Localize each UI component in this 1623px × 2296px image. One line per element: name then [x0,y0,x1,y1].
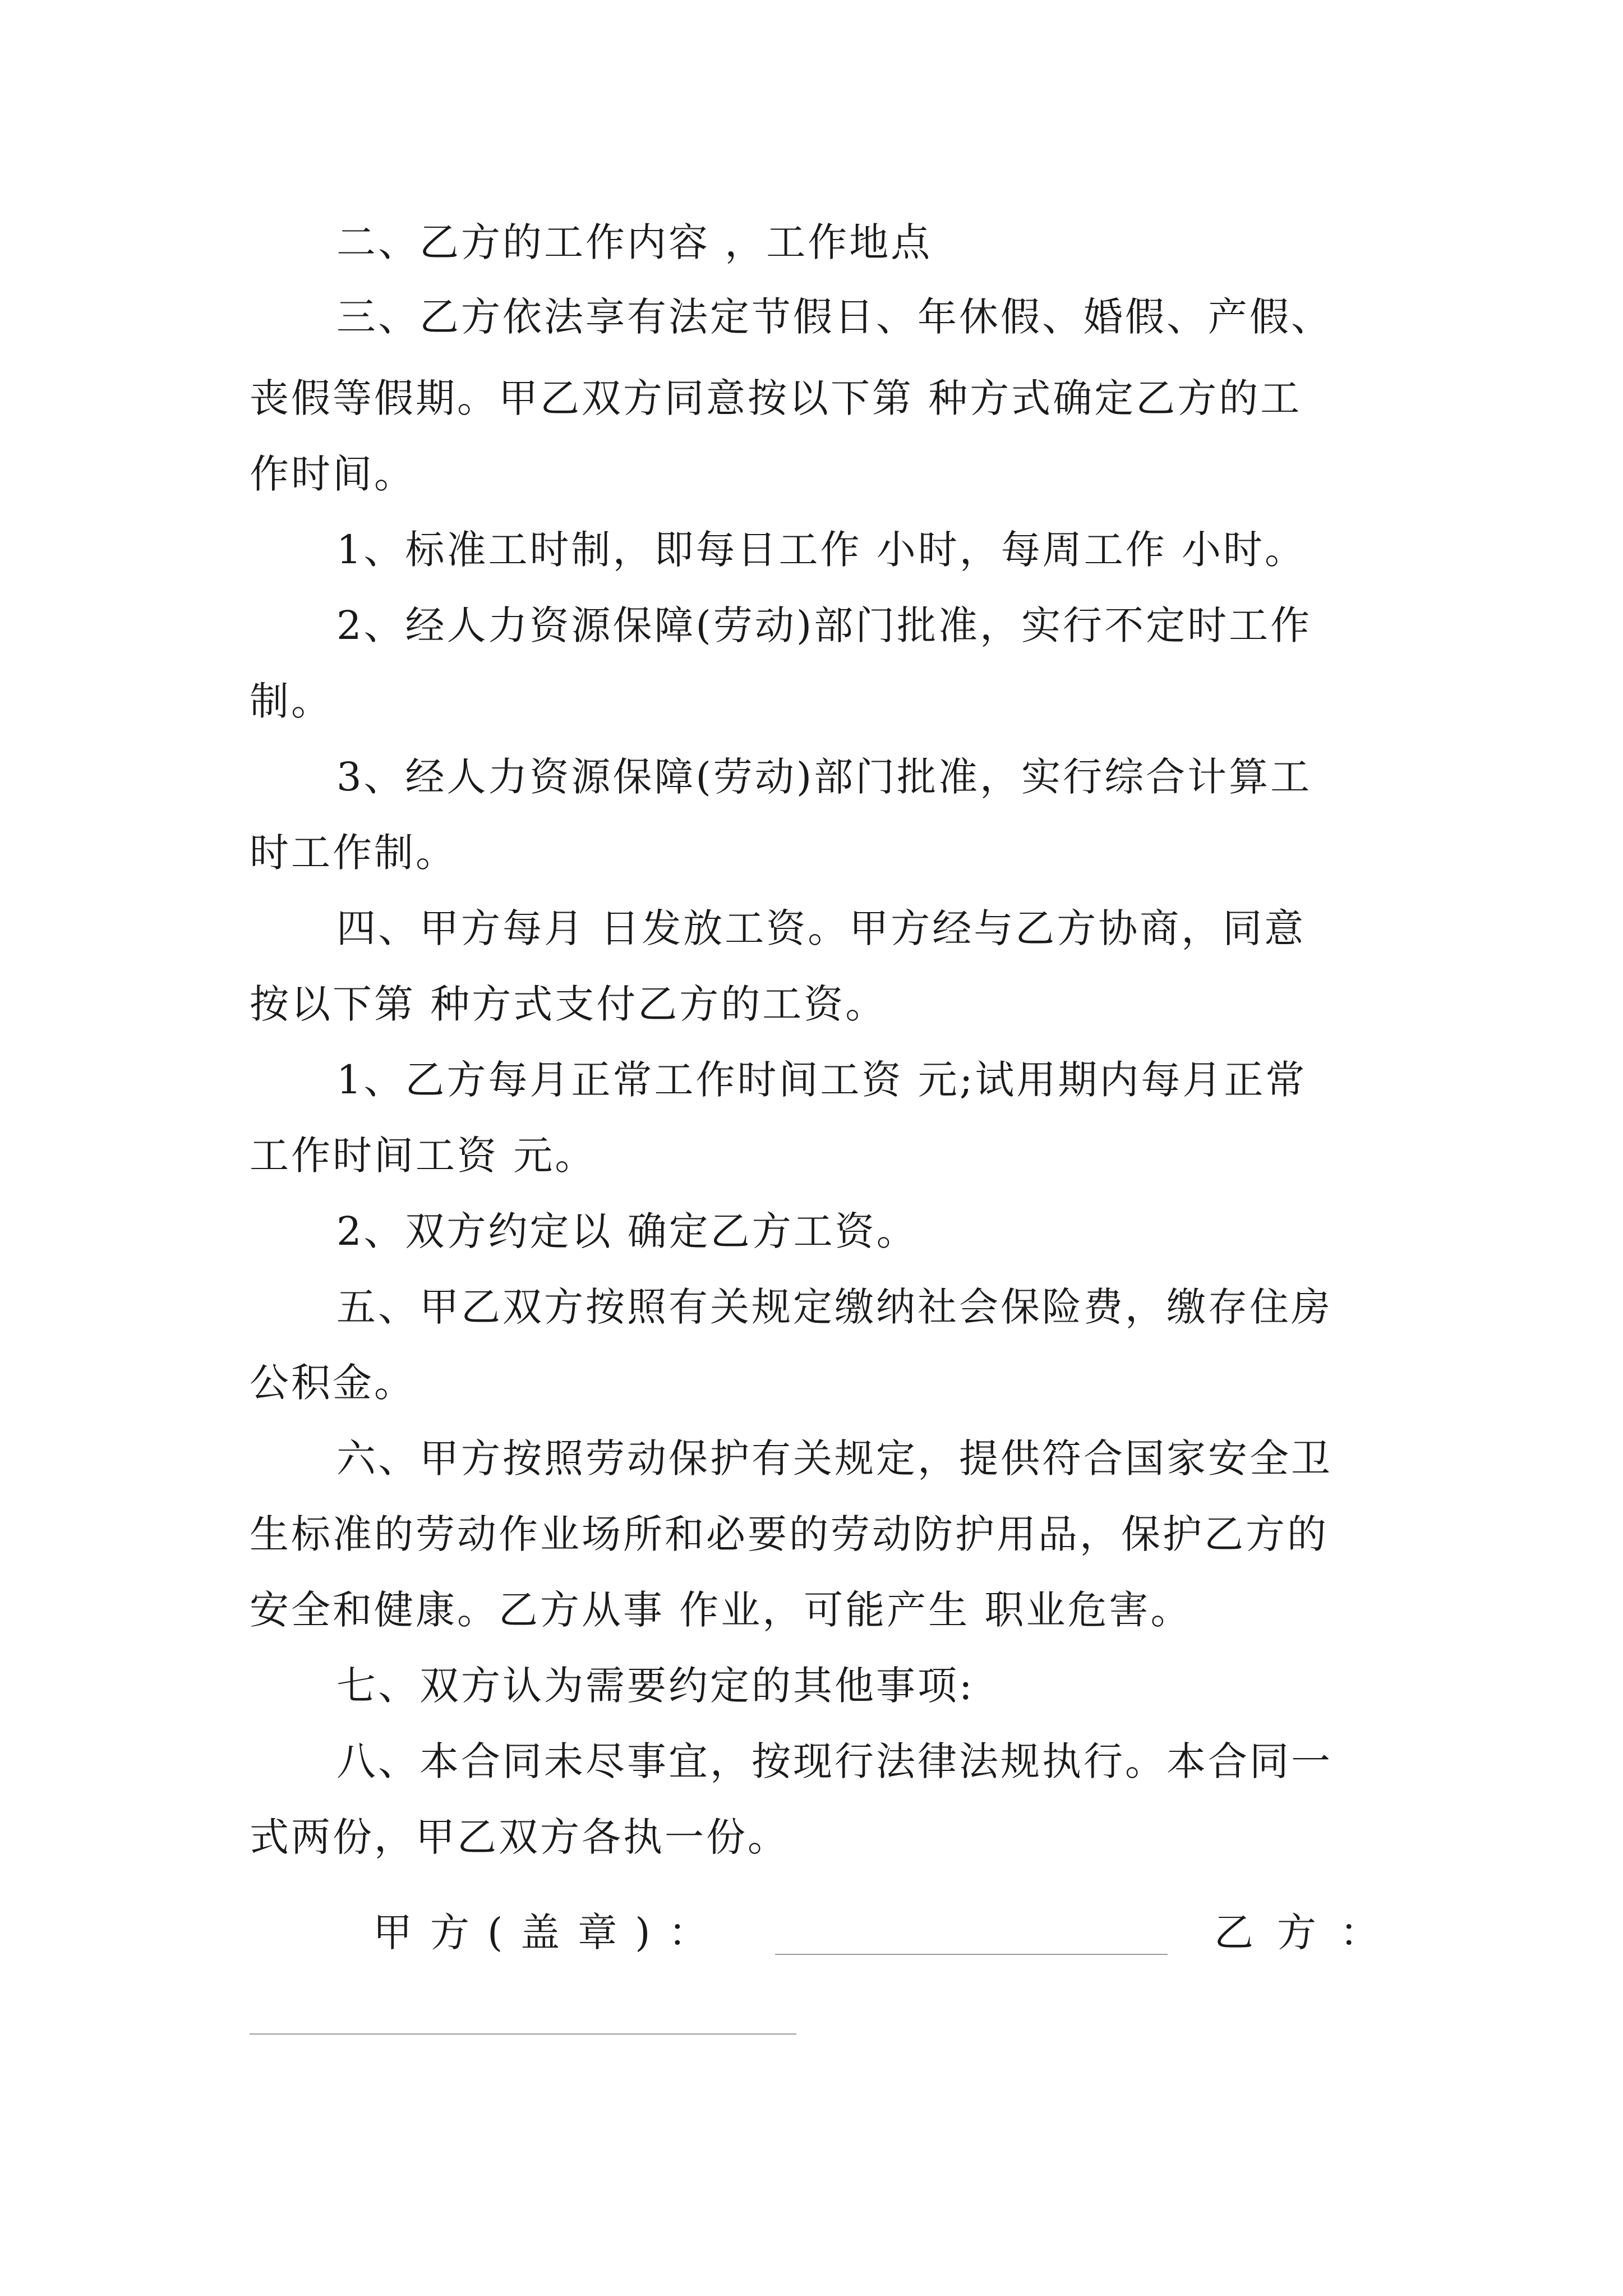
party-a-label: 甲方(盖章)： [373,1910,726,1955]
clause-3-line-3: 作时间。 [250,451,416,497]
clause-3-item-3-line-1: 3、经人力资源保障(劳动)部门批准，实行综合计算工 [336,754,1312,800]
signature-row [373,1904,1623,1966]
clause-4-item-1-line-1: 1、乙方每月正常工作时间工资 元;试用期内每月正常 [336,1057,1307,1103]
clause-6-line-1: 六、甲方按照劳动保护有关规定，提供符合国家安全卫 [336,1435,1332,1481]
clause-3-line-2: 丧假等假期。甲乙双方同意按以下第 种方式确定乙方的工 [250,375,1302,421]
clause-3-item-2-line-1: 2、经人力资源保障(劳动)部门批准，实行不定时工作 [336,602,1312,648]
clause-5-line-2: 公积金。 [250,1360,416,1406]
clause-3-item-2-line-2: 制。 [250,678,333,724]
party-b-label: 乙方： [1214,1910,1403,1955]
clause-4-item-1-line-2: 工作时间工资 元。 [250,1133,597,1179]
party-a-signature-line [775,1954,1168,1955]
clause-3-line-1: 三、乙方依法享有法定节假日、年休假、婚假、产假、 [336,294,1332,340]
clause-4-line-1: 四、甲方每月 日发放工资。甲方经与乙方协商，同意 [336,905,1306,951]
clause-3-item-3-line-2: 时工作制。 [250,830,457,876]
clause-6-line-2: 生标准的劳动作业场所和必要的劳动防护用品，保护乙方的 [250,1511,1329,1557]
clause-3-item-1: 1、标准工时制，即每日工作 小时，每周工作 小时。 [336,527,1307,573]
clause-8-line-1: 八、本合同未尽事宜，按现行法律法规执行。本合同一 [336,1738,1332,1784]
clause-6-line-3: 安全和健康。乙方从事 作业，可能产生 职业危害。 [250,1587,1192,1633]
clause-5-line-1: 五、甲乙双方按照有关规定缴纳社会保险费，缴存住房 [336,1284,1332,1330]
party-b-signature-line [250,2033,796,2035]
clause-4-line-2: 按以下第 种方式支付乙方的工资。 [250,981,887,1027]
clause-8-line-2: 式两份，甲乙双方各执一份。 [250,1814,789,1860]
clause-7: 七、双方认为需要约定的其他事项: [336,1663,975,1709]
clause-2-line-1: 二、乙方的工作内容 ，工作地点 [336,219,933,265]
clause-4-item-2: 2、双方约定以 确定乙方工资。 [336,1208,918,1254]
